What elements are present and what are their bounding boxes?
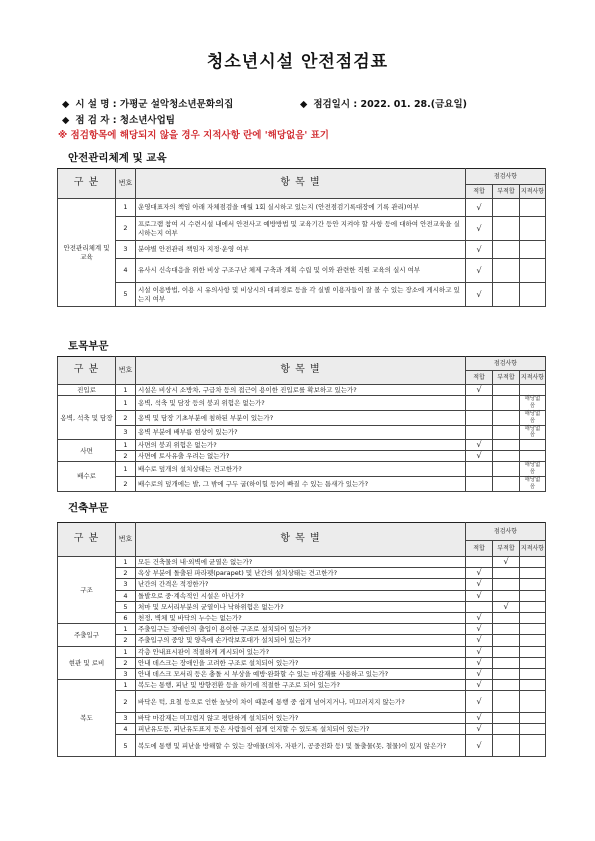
check-item-text: 사면의 붕괴 위험은 없는가?	[136, 440, 466, 451]
ng-check-cell	[493, 590, 520, 601]
remark-cell	[520, 259, 546, 283]
remark-cell	[520, 657, 546, 668]
ok-header: 적합	[466, 371, 493, 385]
remark-cell	[520, 624, 546, 635]
remark-cell: 해당없음	[520, 477, 546, 492]
check-item-text: 안내 데스크는 장애인을 고려한 구조로 설치되어 있는가?	[136, 657, 466, 668]
table-row	[58, 217, 546, 241]
row-number: 2	[116, 635, 136, 646]
ok-check-cell	[466, 462, 493, 477]
category-cell: 안전관리체계 및 교육	[58, 199, 116, 307]
architecture-table	[57, 522, 546, 757]
remark-header: 지적사항	[520, 371, 546, 385]
check-item-text: 복도에 통행 및 피난을 방해할 수 있는 장애물(의자, 자판기, 공중전화 등) 및 돌출물(못, 철물)이 있지 않은가?	[136, 735, 466, 757]
section-title: 안전관리체계 및 교육	[68, 152, 167, 164]
remark-cell	[520, 557, 546, 568]
ok-check-cell	[466, 557, 493, 568]
ng-check-cell	[493, 635, 520, 646]
table-row	[58, 668, 546, 679]
row-number: 2	[116, 451, 136, 462]
table-row	[58, 568, 546, 579]
ng-check-cell	[493, 691, 520, 713]
row-number: 4	[116, 590, 136, 601]
row-number: 5	[116, 601, 136, 612]
ok-check-cell: √	[466, 713, 493, 724]
ng-check-cell	[493, 217, 520, 241]
ok-check-cell	[466, 601, 493, 612]
item-header: 항 목 별	[136, 169, 466, 199]
row-number: 2	[116, 568, 136, 579]
category-cell: 사면	[58, 440, 116, 462]
remark-cell	[520, 635, 546, 646]
table-row	[58, 601, 546, 612]
remark-cell	[520, 440, 546, 451]
row-number: 3	[116, 579, 136, 590]
category-cell: 구조	[58, 557, 116, 624]
table-row	[58, 590, 546, 601]
ok-check-cell: √	[466, 241, 493, 259]
check-item-text: 복도는 통행, 피난 및 방향전환 등을 하기에 적절한 구조로 되어 있는가?	[136, 680, 466, 691]
ok-check-cell: √	[466, 579, 493, 590]
check-item-text: 안내 데스크 모서리 등은 충돌 시 부상을 예방·완화할 수 있는 마감재를 사용하고 있는가?	[136, 668, 466, 679]
safety-management-table	[57, 168, 546, 307]
ok-check-cell: √	[466, 283, 493, 307]
ok-check-cell: √	[466, 590, 493, 601]
ng-check-cell	[493, 283, 520, 307]
table-row	[58, 199, 546, 217]
table-row	[58, 410, 546, 425]
table-row	[58, 724, 546, 735]
ok-check-cell: √	[466, 199, 493, 217]
item-header: 항 목 별	[136, 523, 466, 557]
ok-check-cell: √	[466, 724, 493, 735]
category-cell: 주출입구	[58, 624, 116, 646]
remark-cell	[520, 283, 546, 307]
ng-check-cell	[493, 477, 520, 492]
table-row	[58, 657, 546, 668]
row-number: 1	[116, 462, 136, 477]
ok-header: 적합	[466, 185, 493, 199]
check-item-text: 주출입구의 중앙 및 양측에 손가락보호대가 설치되어 있는가?	[136, 635, 466, 646]
category-header: 구 분	[58, 357, 116, 385]
row-number: 2	[116, 217, 136, 241]
remark-cell	[520, 199, 546, 217]
diamond-bullet-icon: ◆	[300, 99, 308, 110]
row-number: 3	[116, 241, 136, 259]
result-header: 점검사항	[466, 169, 546, 185]
ok-check-cell	[466, 396, 493, 411]
check-item-text: 옹벽, 석축 및 담장 등의 붕괴 위험은 없는가?	[136, 396, 466, 411]
remark-cell	[520, 241, 546, 259]
row-number: 3	[116, 425, 136, 440]
remark-header: 지적사항	[520, 185, 546, 199]
date-line	[300, 96, 467, 110]
item-header: 항 목 별	[136, 357, 466, 385]
row-number: 1	[116, 680, 136, 691]
category-cell: 진입로	[58, 385, 116, 396]
row-number: 1	[116, 199, 136, 217]
row-number: 3	[116, 668, 136, 679]
check-item-text: 옹벽 부분에 배부름 현상이 있는가?	[136, 425, 466, 440]
document-title: 청소년시설 안전점검표	[206, 52, 389, 72]
facility-line	[62, 96, 233, 110]
category-cell: 복도	[58, 680, 116, 757]
inspector-line	[62, 112, 175, 126]
ng-check-cell	[493, 680, 520, 691]
table-row	[58, 462, 546, 477]
ok-check-cell: √	[466, 440, 493, 451]
ng-check-cell	[493, 241, 520, 259]
remark-cell	[520, 713, 546, 724]
ng-check-cell	[493, 612, 520, 623]
ng-check-cell	[493, 425, 520, 440]
row-number: 5	[116, 735, 136, 757]
check-item-text: 모든 건축물의 내·외벽에 균열은 없는가?	[136, 557, 466, 568]
ng-header: 부적합	[493, 371, 520, 385]
check-item-text: 피난유도등, 피난유도표지 등은 사람들이 쉽게 인지할 수 있도록 설치되어 있는가?	[136, 724, 466, 735]
ok-check-cell: √	[466, 217, 493, 241]
ok-check-cell: √	[466, 259, 493, 283]
check-item-text: 시설 이용방법, 이용 시 유의사항 및 비상시의 대피경로 등을 각 실별 이용자들이 잘 볼 수 있는 장소에 게시하고 있는지 여부	[136, 283, 466, 307]
ok-check-cell	[466, 425, 493, 440]
table-row	[58, 624, 546, 635]
ok-header: 적합	[466, 541, 493, 557]
remark-cell	[520, 601, 546, 612]
ng-check-cell	[493, 713, 520, 724]
remark-cell	[520, 680, 546, 691]
number-header: 번호	[116, 523, 136, 557]
check-item-text: 시설은 비상시 소방차, 구급차 등의 접근이 용이한 진입로를 확보하고 있는가?	[136, 385, 466, 396]
inspector-label: 점 검 자 :	[75, 115, 117, 126]
check-item-text: 바닥은 턱, 요철 등으로 인한 높낮이 차이 때문에 통행 중 쉽게 넘어지거나, 미끄러지지 않는가?	[136, 691, 466, 713]
check-item-text: 배수로 덮개의 설치상태는 견고한가?	[136, 462, 466, 477]
date-label: 점검일시 :	[313, 99, 358, 110]
result-header: 점검사항	[466, 523, 546, 541]
number-header: 번호	[116, 357, 136, 385]
category-cell: 배수로	[58, 462, 116, 492]
diamond-bullet-icon: ◆	[62, 115, 70, 126]
table-row	[58, 691, 546, 713]
table-row	[58, 283, 546, 307]
diamond-bullet-icon: ◆	[62, 99, 70, 110]
ok-check-cell: √	[466, 691, 493, 713]
table-row	[58, 451, 546, 462]
ng-check-cell	[493, 735, 520, 757]
ng-check-cell	[493, 579, 520, 590]
ng-header: 부적합	[493, 541, 520, 557]
civil-engineering-table	[57, 356, 546, 492]
ng-check-cell: √	[493, 557, 520, 568]
check-item-text: 돌발으로 중·계속적인 시설은 아닌가?	[136, 590, 466, 601]
ok-check-cell: √	[466, 646, 493, 657]
check-item-text: 난간의 간격은 적정한가?	[136, 579, 466, 590]
result-header: 점검사항	[466, 357, 546, 371]
ok-check-cell: √	[466, 568, 493, 579]
remark-cell	[520, 724, 546, 735]
row-number: 2	[116, 477, 136, 492]
row-number: 1	[116, 385, 136, 396]
ok-check-cell: √	[466, 612, 493, 623]
row-number: 5	[116, 283, 136, 307]
ng-check-cell	[493, 259, 520, 283]
row-number: 1	[116, 440, 136, 451]
ng-check-cell: √	[493, 601, 520, 612]
section-title: 토목부문	[68, 340, 109, 352]
table-row	[58, 646, 546, 657]
table-row	[58, 557, 546, 568]
category-cell: 옹벽, 석축 및 담장	[58, 396, 116, 440]
table-row	[58, 579, 546, 590]
remark-cell	[520, 385, 546, 396]
remark-cell: 해당없음	[520, 425, 546, 440]
remark-cell	[520, 668, 546, 679]
remark-cell	[520, 451, 546, 462]
ng-check-cell	[493, 451, 520, 462]
remark-cell	[520, 579, 546, 590]
check-item-text: 운영대표자의 책임 아래 자체점검을 매월 1회 실시하고 있는지 (안전점검기록대장에 기록 관리)여부	[136, 199, 466, 217]
table-row	[58, 477, 546, 492]
check-item-text: 분야별 안전관리 책임자 지정·운영 여부	[136, 241, 466, 259]
ng-check-cell	[493, 568, 520, 579]
number-header: 번호	[116, 169, 136, 199]
ng-check-cell	[493, 646, 520, 657]
check-item-text: 옹벽 및 담장 기초부분에 침하된 부분이 있는가?	[136, 410, 466, 425]
row-number: 4	[116, 259, 136, 283]
table-row	[58, 440, 546, 451]
check-item-text: 옥상 부분에 돌출된 파라펫(parapet) 및 난간의 설치상태는 견고한가?	[136, 568, 466, 579]
row-number: 1	[116, 646, 136, 657]
row-number: 2	[116, 410, 136, 425]
ng-check-cell	[493, 624, 520, 635]
remark-cell: 해당없음	[520, 396, 546, 411]
ok-check-cell: √	[466, 635, 493, 646]
table-row	[58, 385, 546, 396]
table-row	[58, 259, 546, 283]
category-header: 구 분	[58, 169, 116, 199]
table-row	[58, 396, 546, 411]
ng-check-cell	[493, 462, 520, 477]
category-header: 구 분	[58, 523, 116, 557]
ok-check-cell: √	[466, 680, 493, 691]
row-number: 6	[116, 612, 136, 623]
row-number: 1	[116, 557, 136, 568]
check-item-text: 바닥 마감재는 미끄럽지 않고 평탄하게 설치되어 있는가?	[136, 713, 466, 724]
check-item-text: 주출입구는 장애인의 출입이 용이한 구조로 설치되어 있는가?	[136, 624, 466, 635]
ng-check-cell	[493, 724, 520, 735]
check-item-text: 처마 및 모서리부분의 균열이나 낙하위험은 없는가?	[136, 601, 466, 612]
instruction-note: ※ 점검항목에 해당되지 않을 경우 지적사항 란에 '해당없음' 표기	[58, 130, 329, 141]
row-number: 2	[116, 657, 136, 668]
facility-label: 시 설 명 :	[75, 99, 117, 110]
category-cell: 현관 및 로비	[58, 646, 116, 680]
remark-cell	[520, 691, 546, 713]
check-item-text: 사면에 토사유출 우려는 없는가?	[136, 451, 466, 462]
ng-check-cell	[493, 385, 520, 396]
remark-cell	[520, 646, 546, 657]
table-row	[58, 241, 546, 259]
row-number: 1	[116, 396, 136, 411]
remark-cell: 해당없음	[520, 462, 546, 477]
check-item-text: 배수로의 덮개에는 발, 그 밖에 구두 굽(하이힐 등)이 빠질 수 있는 틈새가 있는가?	[136, 477, 466, 492]
remark-cell	[520, 568, 546, 579]
row-number: 1	[116, 624, 136, 635]
ok-check-cell: √	[466, 668, 493, 679]
remark-cell	[520, 590, 546, 601]
check-item-text: 각층 안내표시판이 적절하게 게시되어 있는가?	[136, 646, 466, 657]
ok-check-cell: √	[466, 657, 493, 668]
row-number: 4	[116, 724, 136, 735]
table-row	[58, 680, 546, 691]
section-title: 건축부문	[68, 502, 109, 514]
ng-check-cell	[493, 440, 520, 451]
ok-check-cell	[466, 410, 493, 425]
inspection-date: 2022. 01. 28.(금요일)	[360, 99, 467, 110]
remark-cell	[520, 612, 546, 623]
ng-check-cell	[493, 199, 520, 217]
inspector-name: 청소년사업팀	[119, 115, 175, 126]
facility-name: 가평군 설악청소년문화의집	[119, 99, 234, 110]
remark-header: 지적사항	[520, 541, 546, 557]
ng-check-cell	[493, 668, 520, 679]
ok-check-cell: √	[466, 735, 493, 757]
row-number: 2	[116, 691, 136, 713]
table-row	[58, 612, 546, 623]
ok-check-cell: √	[466, 624, 493, 635]
table-row	[58, 735, 546, 757]
remark-cell	[520, 217, 546, 241]
ng-header: 부적합	[493, 185, 520, 199]
ok-check-cell	[466, 477, 493, 492]
check-item-text: 유사시 신속대응을 위한 비상 구조구난 체제 구축과 계획 수립 및 이와 관련한 직원 교육의 실시 여부	[136, 259, 466, 283]
check-item-text: 프로그램 참여 시 수련시설 내에서 안전사고 예방방법 및 교육기간 등안 지켜야 할 사항 등에 대하여 안전교육을 실시하는지 여부	[136, 217, 466, 241]
table-row	[58, 425, 546, 440]
ng-check-cell	[493, 657, 520, 668]
ng-check-cell	[493, 396, 520, 411]
remark-cell: 해당없음	[520, 410, 546, 425]
ng-check-cell	[493, 410, 520, 425]
table-row	[58, 713, 546, 724]
remark-cell	[520, 735, 546, 757]
table-row	[58, 635, 546, 646]
ok-check-cell: √	[466, 385, 493, 396]
row-number: 3	[116, 713, 136, 724]
check-item-text: 천정, 벽체 및 바닥의 누수는 없는가?	[136, 612, 466, 623]
ok-check-cell: √	[466, 451, 493, 462]
